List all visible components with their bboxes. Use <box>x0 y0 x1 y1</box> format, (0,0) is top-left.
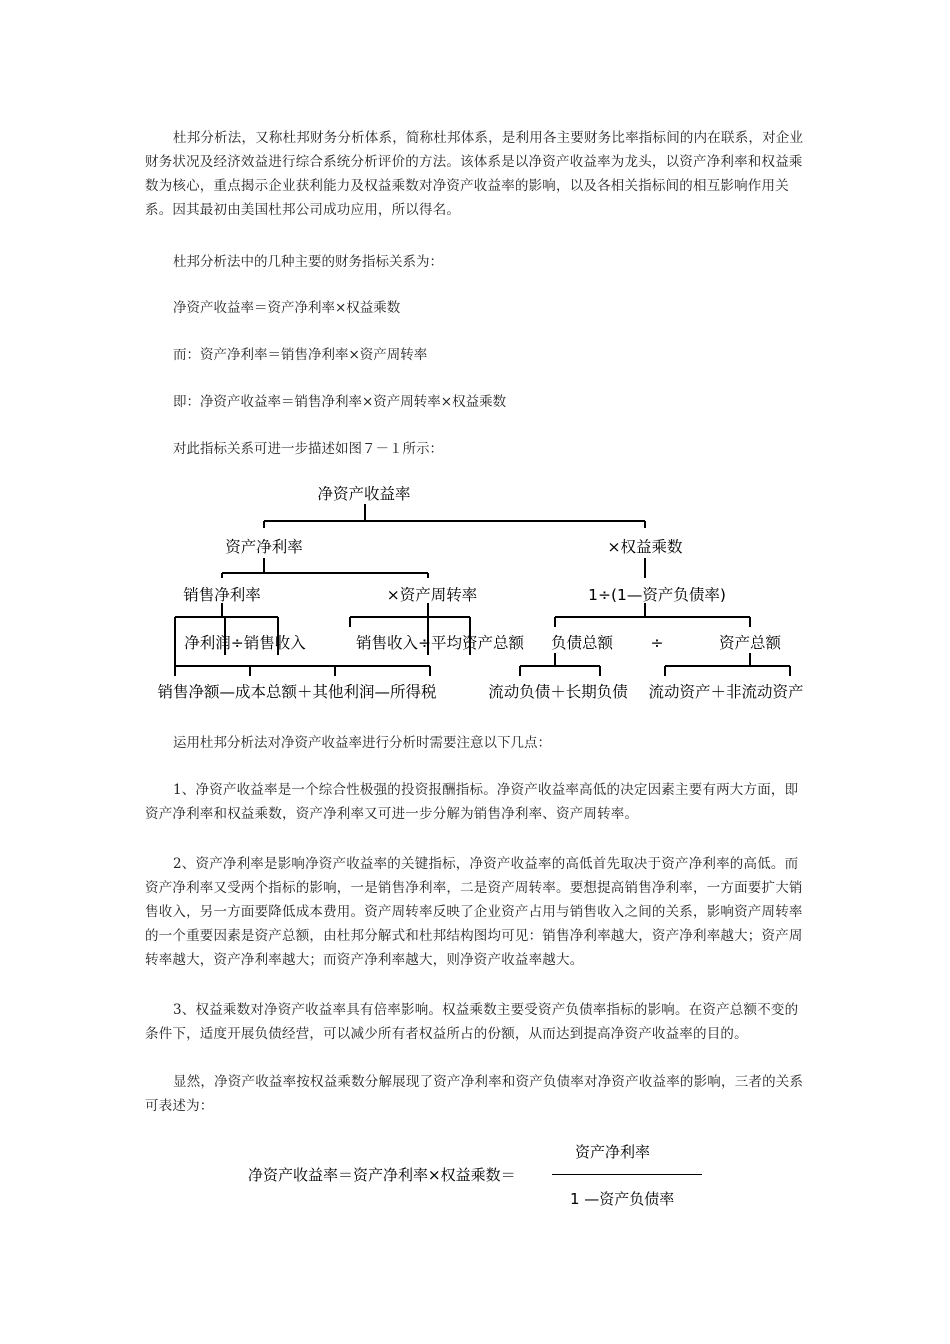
figure-intro: 对此指标关系可进一步描述如图７－１所示： <box>173 441 443 457</box>
formula-fraction-bar <box>552 1174 702 1175</box>
node-debt-ratio-expr: 1÷(1—资产负债率) <box>588 586 726 604</box>
relation-3: 即：净资产收益率＝销售净利率×资产周转率×权益乘数 <box>173 394 507 410</box>
formula-lhs: 净资产收益率＝资产净利率×权益乘数＝ <box>248 1166 516 1184</box>
node-liabilities-sum: 流动负债＋长期负债 <box>488 683 628 701</box>
formula-denominator: 1 —资产负债率 <box>570 1190 675 1208</box>
intro-paragraph: 杜邦分析法，又称杜邦财务分析体系，简称杜邦体系，是利用各主要财务比率指标间的内在联系，对企业财务状况及经济效益进行综合系统分析评价的方法。该体系是以净资产收益率为龙头，以资产净利率和权益乘数为核心，重点揭示企业获利能力及权益乘数对净资产收益率的影响，以及各相关指标间的相互影响作用关系。因其最初由美国杜邦公司成功应用，所以得名。 <box>145 130 804 218</box>
node-equity-multiplier: ×权益乘数 <box>607 538 683 556</box>
node-asset-profit-rate: 资产净利率 <box>225 538 303 556</box>
node-assets-sum: 流动资产＋非流动资产 <box>648 683 804 701</box>
relation-2: 而：资产净利率＝销售净利率×资产周转率 <box>173 347 428 363</box>
node-sales-div-avg-assets: 销售收入÷平均资产总额 <box>356 634 524 652</box>
node-total-liabilities: 负债总额 <box>550 634 614 652</box>
note-2: 2、资产净利率是影响净资产收益率的关键指标，净资产收益率的高低首先取决于资产净利率的高低。而资产净利率又受两个指标的影响，一是销售净利率，二是资产周转率。要想提高销售净利率，一方面要扩大销售收入，另一方面要降低成本费用。资产周转率反映了企业资产占用与销售收入之间的关系，影响资产周转率的一个重要因素是资产总额，由杜邦分解式和杜邦结构图均可见：销售净利率越大，资产净利率越大；资产周转率越大，资产净利率越大；而资产净利率越大，则净资产收益率越大。 <box>145 856 803 968</box>
note-3: 3、权益乘数对净资产收益率具有倍率影响。权益乘数主要受资产负债率指标的影响。在资产总额不变的条件下，适度开展负债经营，可以减少所有者权益所占的份额，从而达到提高净资产收益率的目的。 <box>145 1002 799 1042</box>
edge-asset-profit <box>222 558 428 578</box>
edge-net-profit <box>175 655 430 676</box>
edge-assets <box>665 653 790 676</box>
node-divide-sign: ÷ <box>650 634 664 652</box>
note-1: 1、净资产收益率是一个综合性极强的投资报酬指标。净资产收益率高低的决定因素主要有两大方面，即资产净利率和权益乘数，资产净利率又可进一步分解为销售净利率、资产周转率。 <box>145 782 799 822</box>
notes-intro: 运用杜邦分析法对净资产收益率进行分析时需要注意以下几点： <box>173 735 551 751</box>
edge-debt-ratio <box>555 603 750 627</box>
node-roe: 净资产收益率 <box>317 485 411 503</box>
edge-liabilities <box>520 653 600 676</box>
node-net-sales-expr: 销售净额—成本总额＋其他利润—所得税 <box>157 683 437 701</box>
conclusion-paragraph: 显然，净资产收益率按权益乘数分解展现了资产净利率和资产负债率对净资产收益率的影响，三者的关系可表述为： <box>145 1074 804 1114</box>
formula-numerator: 资产净利率 <box>575 1143 651 1161</box>
node-sales-profit-rate: 销售净利率 <box>183 586 261 604</box>
relation-1: 净资产收益率＝资产净利率×权益乘数 <box>173 300 401 316</box>
node-asset-turnover: ×资产周转率 <box>386 586 478 604</box>
relations-intro: 杜邦分析法中的几种主要的财务指标关系为： <box>173 254 443 270</box>
node-total-assets: 资产总额 <box>718 634 782 652</box>
node-net-profit-div-sales: 净利润÷销售收入 <box>184 634 306 652</box>
edge-root <box>264 504 645 528</box>
